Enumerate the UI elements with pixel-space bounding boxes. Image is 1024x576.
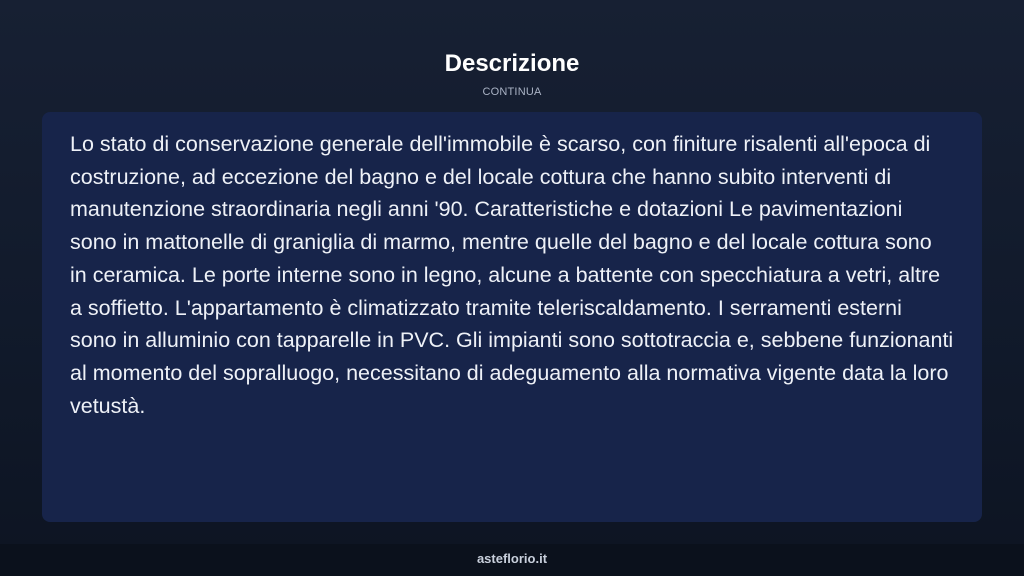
site-link[interactable]: asteflorio.it [476,551,548,566]
page-header [0,48,1024,100]
description-text: Lo stato di conservazione generale dell'immobile è scarso, con finiture risalenti all'epoca di costruzione, ad eccezione del bagno e del locale cottura che hanno subito interventi di manutenzione straordinaria negli anni '90. Caratteristiche e dotazioni Le pavimentazioni sono in mattonelle di graniglia di marmo, mentre quelle del bagno e del locale cottura sono in ceramica. Le porte interne sono in legno, alcune a battente con specchiatura a vetri, altre a soffietto. L'appartamento è climatizzato tramite teleriscaldamento. I serramenti esterni sono in alluminio con tapparelle in PVC. Gli impianti sono sottotraccia e, sebbene funzionanti al momento del sopralluogo, necessitano di adeguamento alla normativa vigente data la loro vetustà. [70,132,954,418]
description-card [42,112,982,522]
footer-bar [0,544,1024,576]
page-title: Descrizione [444,50,580,77]
continue-link[interactable]: CONTINUA [482,86,542,98]
